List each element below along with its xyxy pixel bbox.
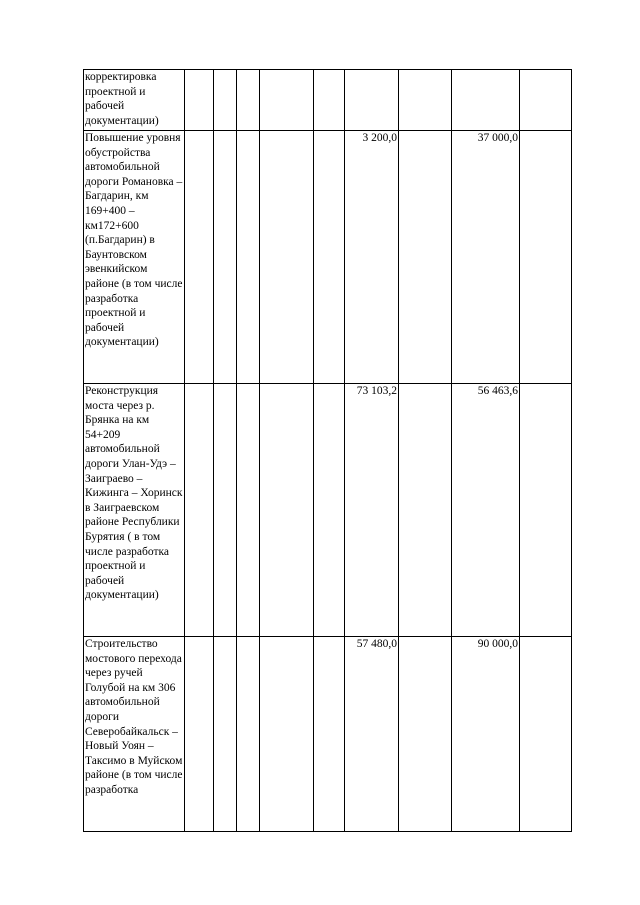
empty-cell	[214, 131, 237, 384]
empty-cell	[185, 384, 214, 637]
value-b-cell	[452, 70, 520, 131]
table-row	[84, 637, 572, 832]
value-a-cell: 57 480,0	[345, 637, 399, 832]
empty-cell	[520, 637, 572, 832]
value-a-cell: 3 200,0	[345, 131, 399, 384]
empty-cell	[520, 131, 572, 384]
empty-cell	[314, 384, 345, 637]
empty-cell	[185, 131, 214, 384]
empty-cell	[214, 637, 237, 832]
row-description: Строительство мостового перехода через ручей Голубой на км 306 автомобильной дороги Северобайкальск – Новый Уоян – Таксимо в Муйском районе (в том числе разработка	[84, 637, 185, 832]
empty-cell	[399, 131, 452, 384]
empty-cell	[260, 131, 314, 384]
empty-cell	[214, 384, 237, 637]
row-description: Реконструкция моста через р. Брянка на км 54+209 автомобильной дороги Улан-Удэ – Заиграево – Кижинга – Хоринск в Заиграевском районе Республики Бурятия ( в том числе разработка проектной и рабочей документации)	[84, 384, 185, 637]
empty-cell	[314, 131, 345, 384]
empty-cell	[185, 637, 214, 832]
value-b-cell: 56 463,6	[452, 384, 520, 637]
empty-cell	[237, 70, 260, 131]
empty-cell	[237, 637, 260, 832]
row-description: Повышение уровня обустройства автомобильной дороги Романовка – Багдарин, км 169+400 – км172+600 (п.Багдарин) в Баунтовском эвенкийском районе (в том числе разработка проектной и рабочей документации)	[84, 131, 185, 384]
empty-cell	[214, 70, 237, 131]
empty-cell	[520, 70, 572, 131]
empty-cell	[260, 384, 314, 637]
table-row	[84, 384, 572, 637]
empty-cell	[520, 384, 572, 637]
empty-cell	[237, 384, 260, 637]
empty-cell	[399, 384, 452, 637]
value-b-cell: 90 000,0	[452, 637, 520, 832]
empty-cell	[185, 70, 214, 131]
value-b-cell: 37 000,0	[452, 131, 520, 384]
empty-cell	[237, 131, 260, 384]
empty-cell	[260, 70, 314, 131]
empty-cell	[260, 637, 314, 832]
row-description: корректировка проектной и рабочей документации)	[84, 70, 185, 131]
empty-cell	[314, 637, 345, 832]
table-row	[84, 131, 572, 384]
value-a-cell: 73 103,2	[345, 384, 399, 637]
value-a-cell	[345, 70, 399, 131]
empty-cell	[399, 70, 452, 131]
program-table	[83, 69, 572, 832]
empty-cell	[399, 637, 452, 832]
table-row	[84, 70, 572, 131]
empty-cell	[314, 70, 345, 131]
